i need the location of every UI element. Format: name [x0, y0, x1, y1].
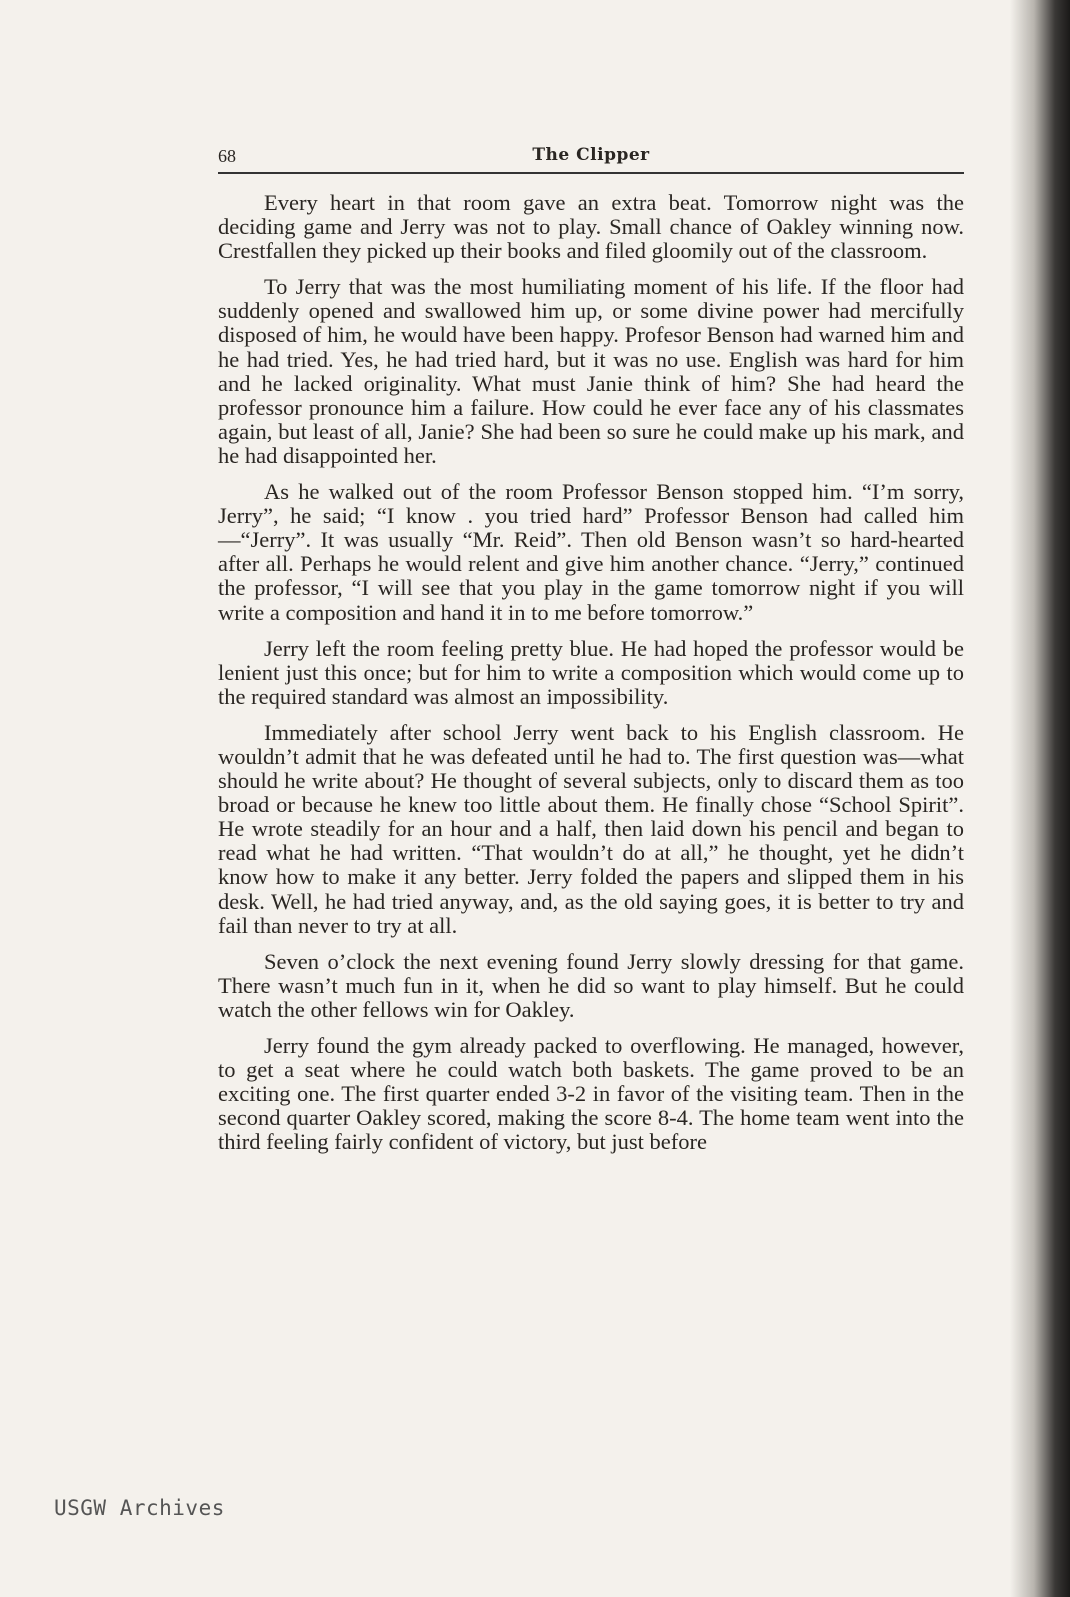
running-title: The Clipper — [532, 145, 650, 165]
paragraph: Immediately after school Jerry went back to his English classroom. He wouldn’t admit that he was defeated until he had to. The first question was—what should he write about? He thought of several subjects, only to discard them as too broad or because he knew too little about them. He finally chose “School Spirit”. He wrote steadily for an hour and a half, then laid down his pencil and began to read what he had written. “That wouldn’t do at all,” he thought, yet he didn’t know how to make it any better. Jerry folded the papers and slipped them in his desk. Well, he had tried anyway, and, as the old saying goes, it is better to try and fail than never to try at all. — [218, 719, 964, 938]
paragraph: Seven o’clock the next evening found Jerry slowly dressing for that game. There wasn’t much fun in it, when he did so want to play himself. But he could watch the other fellows win for Oakley. — [218, 948, 964, 1022]
story-body — [218, 191, 964, 1166]
paragraph: Jerry found the gym already packed to overflowing. He managed, however, to get a seat where he could watch both baskets. The game proved to be an exciting one. The first quarter ended 3-2 in favor of the visiting team. Then in the second quarter Oakley scored, making the score 8-4. The home team went into the third feeling fairly confident of victory, but just before — [218, 1033, 964, 1155]
paragraph: To Jerry that was the most humiliating moment of his life. If the floor had suddenly opened and swallowed him up, or some divine power had mercifully disposed of him, he would have been happy. Profesor Benson had warned him and he had tried. Yes, he had tried hard, but it was no use. English was hard for him and he lacked originality. What must Janie think of him? She had heard the professor pronounce him a failure. How could he ever face any of his classmates again, but least of all, Janie? She had been so sure he could make up his mark, and he had disappointed her. — [218, 274, 964, 468]
page-header — [218, 142, 964, 174]
archive-watermark: USGW Archives — [54, 1496, 225, 1520]
page-number: 68 — [218, 146, 236, 166]
paragraph: Jerry left the room feeling pretty blue. He had hoped the professor would be lenient just this once; but for him to write a composition which would come up to the required standard was almost an impossibility. — [218, 635, 964, 709]
paragraph: As he walked out of the room Professor Benson stopped him. “I’m sorry, Jerry”, he said; “I know . you tried hard” Professor Benson had called him—“Jerry”. It was usually “Mr. Reid”. Then old Benson wasn’t so hard-hearted after all. Perhaps he would relent and give him another chance. “Jerry,” continued the professor, “I will see that you play in the game tomorrow night if you will write a composition and hand it in to me before tomorrow.” — [218, 479, 964, 625]
paragraph: Every heart in that room gave an extra beat. Tomorrow night was the deciding game and Jerry was not to play. Small chance of Oakley winning now. Crestfallen they picked up their books and filed gloomily out of the classroom. — [218, 190, 964, 264]
page-edge-shadow — [1010, 0, 1070, 1597]
